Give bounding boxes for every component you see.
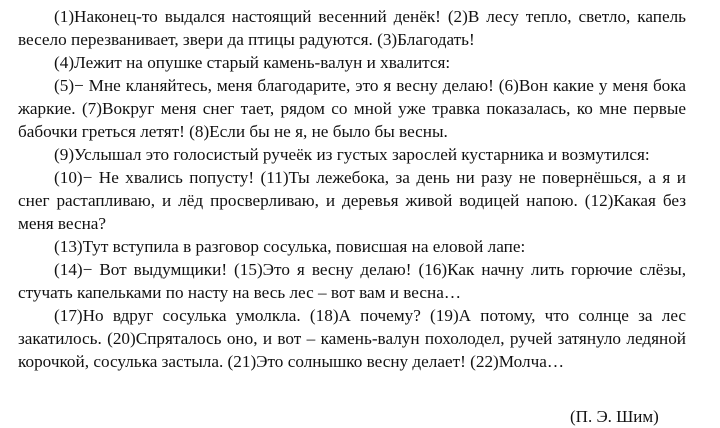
- paragraph-5: (10)− Не хвались попусту! (11)Ты лежебока, за день ни разу не повернёшься, а я и снег растапливаю, и лёд просверливаю, и деревья живой водицей напою. (12)Какая без меня весна?: [18, 168, 686, 233]
- paragraph-4: (9)Услышал это голосистый ручеёк из густых зарослей кустарника и возмутился:: [54, 145, 650, 164]
- document-text: [18, 5, 686, 373]
- paragraph-1: (1)Наконец-то выдался настоящий весенний денёк! (2)В лесу тепло, светло, капель весело перезванивает, звери да птицы радуются. (3)Благодать!: [18, 7, 686, 49]
- paragraph-7: (14)− Вот выдумщики! (15)Это я весну делаю! (16)Как начну лить горючие слёзы, стучать капельками по насту на весь лес – вот вам и весна…: [18, 260, 686, 302]
- paragraph-2: (4)Лежит на опушке старый камень-валун и хвалится:: [54, 53, 451, 72]
- paragraph-6: (13)Тут вступила в разговор сосулька, повисшая на еловой лапе:: [54, 237, 526, 256]
- paragraph-8: (17)Но вдруг сосулька умолкла. (18)А почему? (19)А потому, что солнце за лес закатилось. (20)Спряталось оно, и вот – камень-валун похолодел, ручей затянуло ледяной корочкой, сосулька застыла. (21)Это солнышко весну делает! (22)Молча…: [18, 306, 686, 371]
- paragraph-3: (5)− Мне кланяйтесь, меня благодарите, это я весну делаю! (6)Вон какие у меня бока жаркие. (7)Вокруг меня снег тает, рядом со мной уже травка показалась, ко мне первые бабочки греться летят! (8)Если бы не я, не было бы весны.: [18, 76, 686, 141]
- author-signature: (П. Э. Шим): [570, 407, 659, 426]
